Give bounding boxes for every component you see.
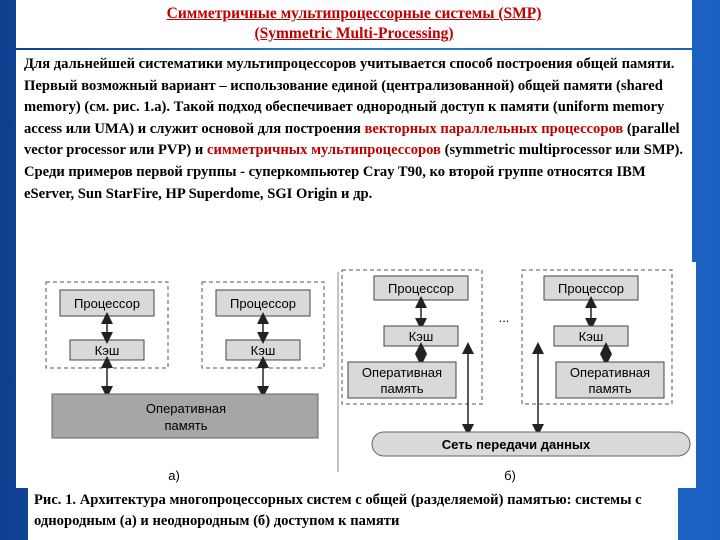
body-part-3: (symmetric multiprocessor или SMP). Среди примеров первой группы - суперкомпьютер Cray T90, ко второй группе относятся IBM eServer, Sun StarFire, HP Superdome, SGI Origin и др. (24, 142, 684, 202)
cache-b2-label: Кэш (578, 329, 604, 344)
processor-a1-label: Процессор (74, 296, 140, 311)
architecture-diagram (16, 262, 696, 488)
memory-b1-line2: память (380, 381, 424, 396)
figure-label-a: а) (168, 468, 180, 483)
slide-title (16, 0, 692, 48)
ellipsis: ... (498, 310, 510, 325)
body-part-2: (parallel vector processor или PVP) и (24, 120, 680, 159)
cache-a2-label: Кэш (250, 343, 276, 358)
processor-b1-label: Процессор (388, 281, 454, 296)
cache-b1-label: Кэш (408, 329, 434, 344)
figure-caption: Рис. 1. Архитектура многопроцессорных систем с общей (разделяемой) памятью: системы с однородным (а) и неоднородным (б) доступом к памяти (28, 488, 678, 540)
shared-memory-a-line2: память (164, 418, 208, 433)
cache-a1-label: Кэш (94, 343, 120, 358)
figure-label-b: б) (504, 468, 516, 483)
highlight-pvp: векторных параллельных процессоров (364, 120, 624, 137)
network-label: Сеть передачи данных (441, 437, 591, 452)
title-line-2: (Symmetric Multi-Processing) (254, 25, 454, 42)
processor-b2-label: Процессор (558, 281, 624, 296)
memory-b1-line1: Оперативная (361, 365, 443, 380)
body-text (16, 50, 692, 262)
shared-memory-a-line1: Оперативная (145, 401, 227, 416)
title-line-1: Симметричные мультипроцессорные системы (SMP) (166, 5, 542, 22)
memory-b2-line2: память (588, 381, 632, 396)
body-part-1: Для дальнейшей систематики мультипроцессоров учитывается способ построения общей памяти. Первый возможный вариант – использование единой (централизованной) общей памяти (shared memory) (см. рис. 1.а). Такой подход обеспечивает однородный доступ к памяти (uniform memory access или UMA) и служит основой для построения (24, 56, 675, 137)
memory-b2-line1: Оперативная (569, 365, 651, 380)
highlight-smp: симметричных мультипроцессоров (206, 142, 441, 159)
architecture-figure (16, 262, 696, 488)
processor-a2-label: Процессор (230, 296, 296, 311)
